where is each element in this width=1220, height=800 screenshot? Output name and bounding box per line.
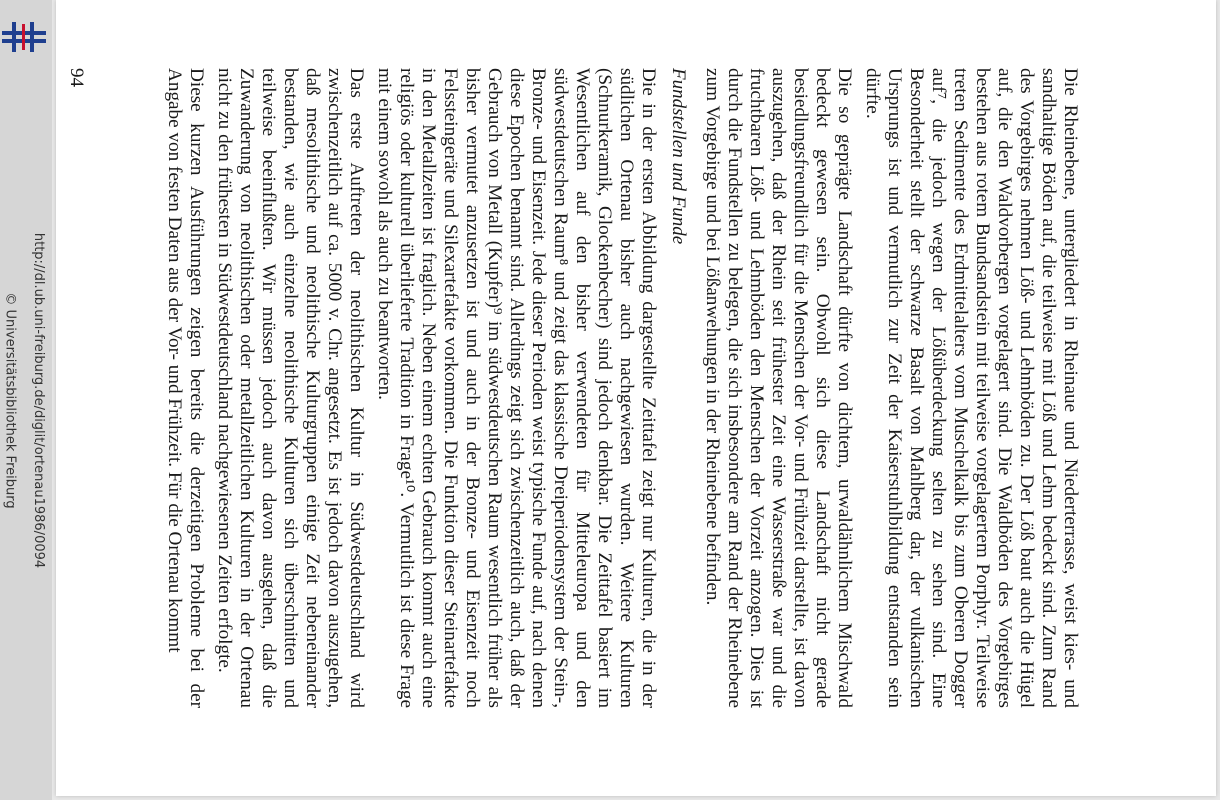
- page-content: [66, 68, 1081, 708]
- paragraph-3: Die in der ersten Abbildung dargestellte Zeittafel zeigt nur Kulturen, die in der südlichen Ortenau bisher auch nachgewiesen wurden. Weitere Kulturen (Schnurkeramik, Glockenbecher) sind jedoch denkbar. Die Zeittafel basiert im Wesentlichen auf den bisher verwendeten für Mitteleuropa und den südwestdeutschen Raum⁸ und zeigt das klassische Dreiperiodensystem der Stein-, Bronze- und Eisenzeit. Jede dieser Perioden weist typische Funde auf, nach denen diese Epochen benannt sind. Allerdings zeigt sich zwischenzeitlich auch, daß der Gebrauch von Metall (Kupfer)⁹ im südwestdeutschen Raum wesentlich früher als bisher vermutet anzusetzen ist und auch in der Bronze- und Eisenzeit noch Felssteingeräte und Silexartefakte vorkommen. Die Funktion dieser Steinartefakte in den Metallzeiten ist fraglich. Neben einem echten Gebrauch kommt auch eine religiös oder kulturell überlieferte Tradition in Frage¹⁰. Vermutlich ist diese Frage mit einem sowohl als auch zu beantworten.: [374, 68, 659, 708]
- paragraph-4: Das erste Auftreten der neolithischen Kultur in Südwestdeutschland wird zwischenzeitlich auf ca. 5000 v. Chr. angesetzt. Es ist jedoch davon auszugehen, daß mesolithische und neolithische Kulturgruppen einige Zeit nebeneinander bestanden, wie auch einzelne neolithische Kulturen sich überschnitten und teilweise beeinflußten. Wir müssen jedoch auch davon ausgehen, daß die Zuwanderung von neolithischen oder metallzeitlichen Kulturen in der Ortenau nicht zu den frühesten in Südwestdeutschland nachgewiesenen Zeiten erfolgte.: [214, 68, 367, 708]
- university-library-logo-icon: [2, 22, 46, 52]
- scanned-page: [56, 0, 1216, 796]
- source-url[interactable]: http://dl.ub.uni-freiburg.de/diglit/ortenau1986/0094: [30, 232, 46, 568]
- copyright-notice: © Universitätsbibliothek Freiburg: [2, 291, 18, 509]
- paragraph-2: Die so geprägte Landschaft dürfte von dichtem, urwaldähnlichem Mischwald bedeckt gewesen sein. Obwohl sich diese Landschaft nicht gerade besiedlungsfreundlich für die Menschen der Vor- und Frühzeit darstellte, ist davon auszugehen, daß der Rhein seit frühester Zeit eine Wasserstraße war und die fruchtbaren Löß- und Lehmböden den Menschen der Vorzeit anzogen. Dies ist durch die Fundstellen zu belegen, die sich insbesondere am Rand der Rheinebene zum Vorgebirge und bei Lößanwehungen in der Rheinebene befinden.: [702, 68, 855, 708]
- page-number: 94: [66, 68, 87, 87]
- section-heading: Fundstellen und Funde: [668, 68, 689, 245]
- paragraph-5: Diese kurzen Ausführungen zeigen bereits die derzeitigen Probleme bei der Angabe von festen Daten aus der Vor- und Frühzeit. Für die Ortenau kommt: [164, 68, 207, 708]
- paragraph-1: Die Rheinebene, untergliedert in Rheinaue und Niederterrasse, weist kies- und sandhaltige Böden auf, die teilweise mit Löß und Lehm bedeckt sind. Zum Rand des Vorgebirges nehmen Löß- und Lehmböden zu. Der Löß baut auch die Hügel auf, die den Waldvorbergen vorgelagert sind. Die Waldböden des Vorgebirges bestehen aus rotem Bundsandstein mit teilweise vorgelagertem Porphyr. Teilweise treten Sedimente des Erdmittelalters vom Muschelkalk bis zum Oberen Dogger auf⁷, die jedoch wegen der Lößüberdeckung selten zu sehen sind. Eine Besonderheit stellt der schwarze Basalt von Mahlberg dar, der vulkanischen Ursprungs ist und vermutlich zur Zeit der Kaiserstuhlbildung entstanden sein dürfte.: [862, 68, 1081, 708]
- sidebar: [0, 0, 52, 800]
